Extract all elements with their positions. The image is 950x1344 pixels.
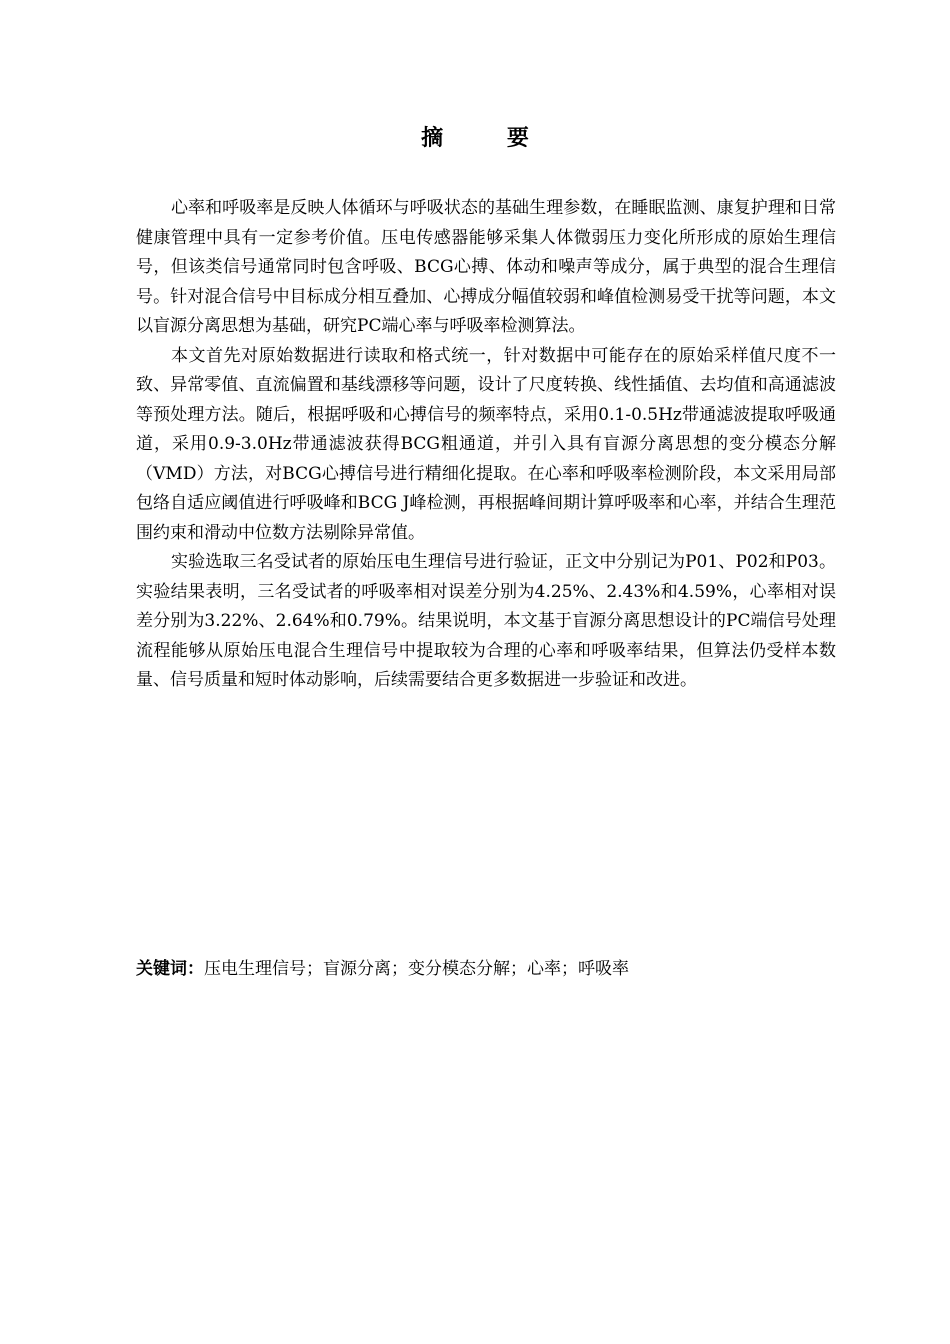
- keywords-text: 压电生理信号；盲源分离；变分模态分解；心率；呼吸率: [204, 959, 629, 979]
- keywords-line: [136, 956, 836, 982]
- abstract-paragraph-1: 心率和呼吸率是反映人体循环与呼吸状态的基础生理参数，在睡眠监测、康复护理和日常健康管理中具有一定参考价值。压电传感器能够采集人体微弱压力变化所形成的原始生理信号，但该类信号通常同时包含呼吸、BCG心搏、体动和噪声等成分，属于典型的混合生理信号。针对混合信号中目标成分相互叠加、心搏成分幅值较弱和峰值检测易受干扰等问题，本文以盲源分离思想为基础，研究PC端心率与呼吸率检测算法。: [136, 198, 836, 336]
- abstract-paragraph-2: 本文首先对原始数据进行读取和格式统一，针对数据中可能存在的原始采样值尺度不一致、异常零值、直流偏置和基线漂移等问题，设计了尺度转换、线性插值、去均值和高通滤波等预处理方法。随后，根据呼吸和心搏信号的频率特点，采用0.1-0.5Hz带通滤波提取呼吸通道，采用0.9-3.0Hz带通滤波获得BCG粗通道，并引入具有盲源分离思想的变分模态分解（VMD）方法，对BCG心搏信号进行精细化提取。在心率和呼吸率检测阶段，本文采用局部包络自适应阈值进行呼吸峰和BCG J峰检测，再根据峰间期计算呼吸率和心率，并结合生理范围约束和滑动中位数方法剔除异常值。: [136, 345, 836, 543]
- abstract-body: [136, 194, 836, 696]
- abstract-paragraph-3: 实验选取三名受试者的原始压电生理信号进行验证，正文中分别记为P01、P02和P03。实验结果表明，三名受试者的呼吸率相对误差分别为4.25%、2.43%和4.59%，心率相对误差分别为3.22%、2.64%和0.79%。结果说明，本文基于盲源分离思想设计的PC端信号处理流程能够从原始压电混合生理信号中提取较为合理的心率和呼吸率结果，但算法仍受样本数量、信号质量和短时体动影响，后续需要结合更多数据进一步验证和改进。: [136, 552, 836, 690]
- abstract-title: 摘 要: [421, 126, 557, 151]
- keywords-label: 关键词：: [136, 959, 204, 979]
